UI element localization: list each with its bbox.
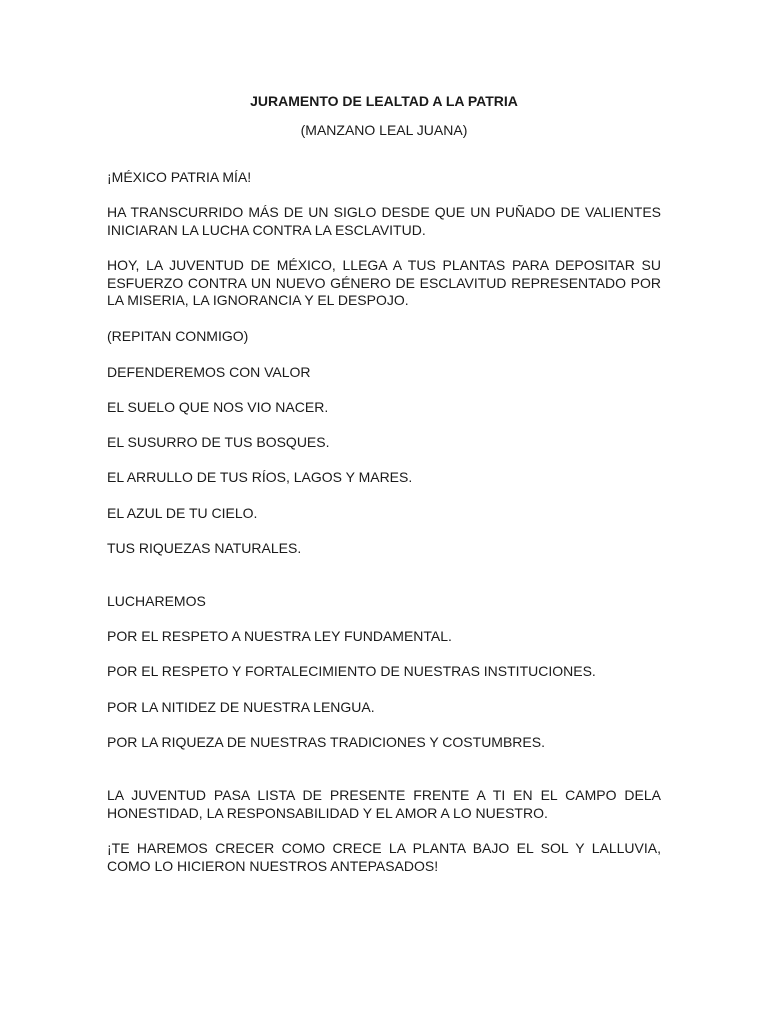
paragraph-fight: LUCHAREMOS [107, 593, 206, 609]
paragraph-rivers: EL ARRULLO DE TUS RÍOS, LAGOS Y MARES. [107, 469, 413, 485]
paragraph-soil: EL SUELO QUE NOS VIO NACER. [107, 399, 329, 415]
document-author: (MANZANO LEAL JUANA) [300, 122, 468, 138]
paragraph-institutions: POR EL RESPETO Y FORTALECIMIENTO DE NUESTRAS INSTITUCIONES. [107, 663, 596, 679]
paragraph-traditions: POR LA RIQUEZA DE NUESTRAS TRADICIONES Y COSTUMBRES. [107, 734, 545, 750]
paragraph-youth: HOY, LA JUVENTUD DE MÉXICO, LLEGA A TUS PLANTAS PARA DEPOSITAR SU ESFUERZO CONTRA UN NUEVO GÉNERO DE ESCLAVITUD REPRESENTADO POR LA MISERIA, LA IGNORANCIA Y EL DESPOJO. [107, 257, 661, 308]
paragraph-law: POR EL RESPETO A NUESTRA LEY FUNDAMENTAL. [107, 628, 452, 644]
paragraph-grow: ¡TE HAREMOS CRECER COMO CRECE LA PLANTA BAJO EL SOL Y LALLUVIA, COMO LO HICIERON NUESTROS ANTEPASADOS! [107, 840, 661, 874]
paragraph-exclamation: ¡MÉXICO PATRIA MÍA! [107, 169, 252, 185]
paragraph-language: POR LA NITIDEZ DE NUESTRA LENGUA. [107, 699, 375, 715]
paragraph-defend: DEFENDEREMOS CON VALOR [107, 364, 311, 380]
document-title: JURAMENTO DE LEALTAD A LA PATRIA [250, 93, 518, 109]
paragraph-sky: EL AZUL DE TU CIELO. [107, 505, 258, 521]
paragraph-repeat: (REPITAN CONMIGO) [107, 328, 249, 344]
paragraph-history: HA TRANSCURRIDO MÁS DE UN SIGLO DESDE QUE UN PUÑADO DE VALIENTES INICIARAN LA LUCHA CONTRA LA ESCLAVITUD. [107, 204, 661, 238]
paragraph-roll-call: LA JUVENTUD PASA LISTA DE PRESENTE FRENTE A TI EN EL CAMPO DELA HONESTIDAD, LA RESPONSABILIDAD Y EL AMOR A LO NUESTRO. [107, 787, 661, 821]
paragraph-forests: EL SUSURRO DE TUS BOSQUES. [107, 434, 330, 450]
paragraph-riches: TUS RIQUEZAS NATURALES. [107, 540, 302, 556]
